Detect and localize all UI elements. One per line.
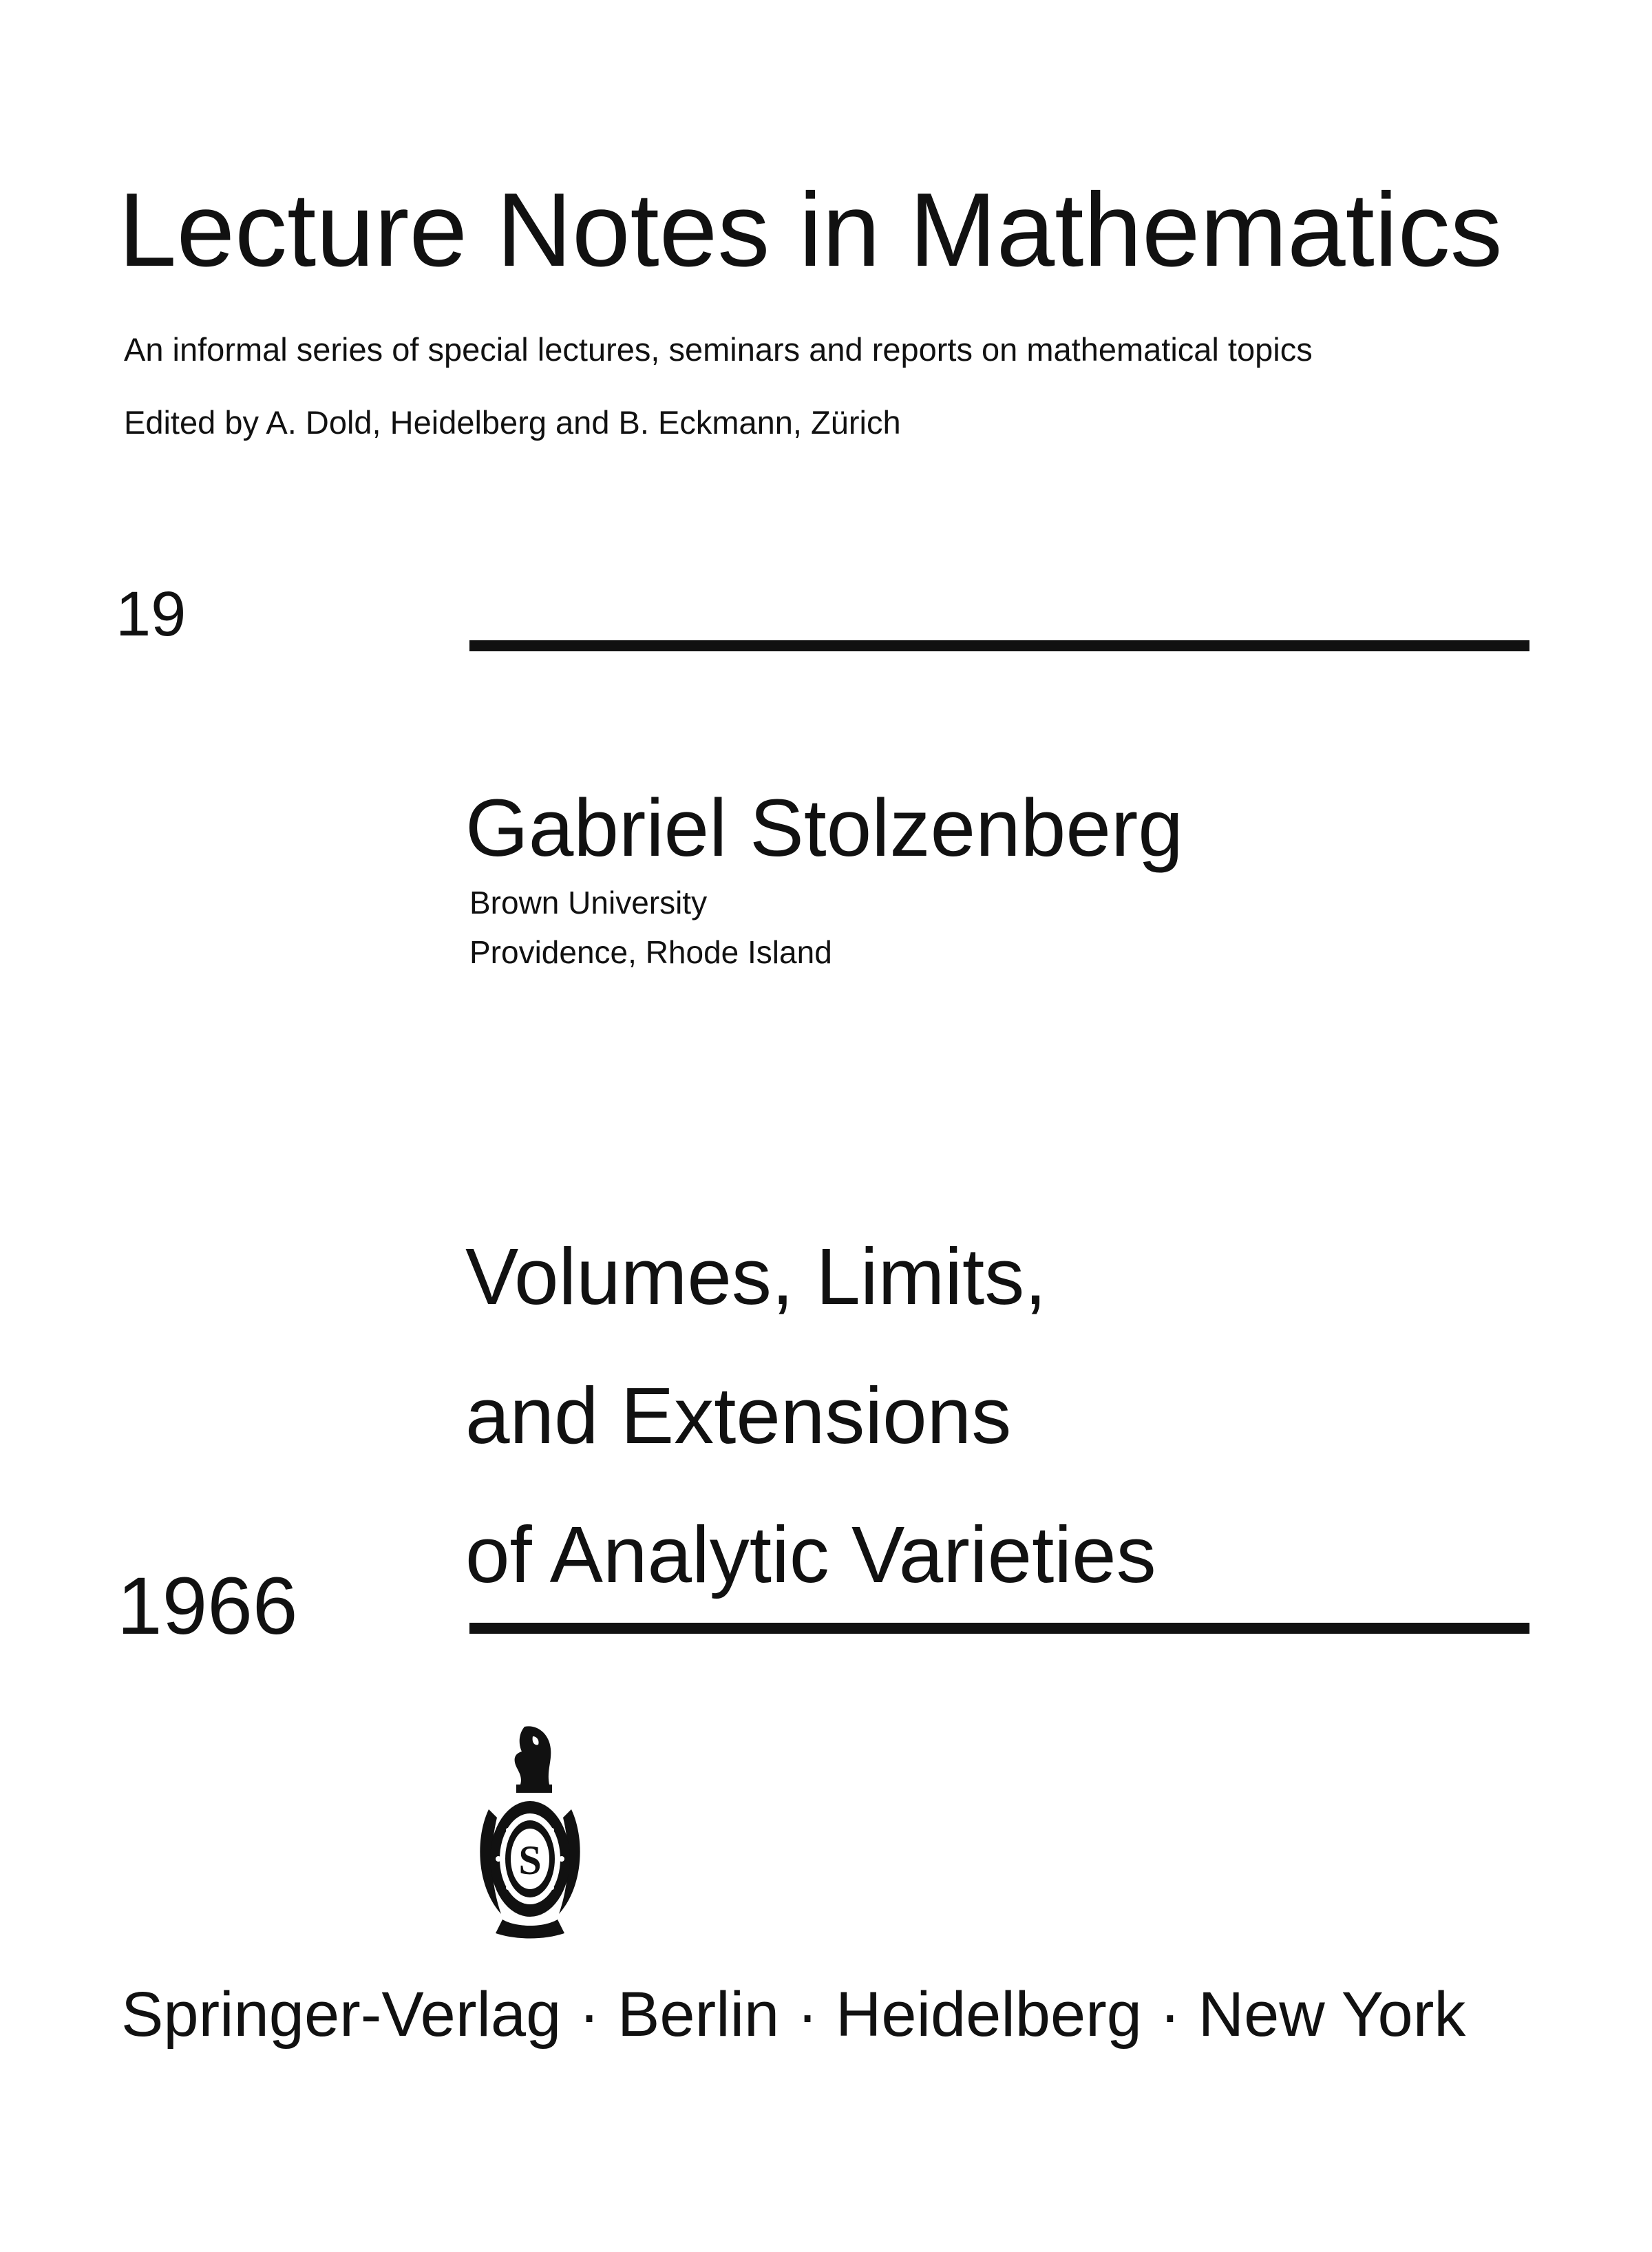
logo-letter: S (518, 1838, 542, 1883)
bottom-rule (469, 1623, 1529, 1634)
springer-knight-seal-icon (461, 1721, 599, 1941)
author-location: Providence, Rhode Island (469, 934, 832, 970)
book-title-line-1: Volumes, Limits, (465, 1232, 1047, 1321)
series-title: Lecture Notes in Mathematics (118, 171, 1503, 288)
publication-year: 1966 (117, 1561, 298, 1652)
book-title-line-3: of Analytic Varieties (465, 1510, 1156, 1599)
publisher-line: Springer-Verlag · Berlin · Heidelberg · New York (121, 1979, 1466, 2050)
author-institution: Brown University (469, 885, 708, 920)
book-title (465, 1232, 1156, 1654)
top-rule (469, 640, 1529, 651)
volume-number: 19 (116, 579, 187, 649)
author-name: Gabriel Stolzenberg (465, 783, 1183, 874)
book-title-line-2: and Extensions (465, 1371, 1012, 1460)
series-editors: Edited by A. Dold, Heidelberg and B. Eckmann, Zürich (124, 404, 901, 441)
series-description: An informal series of special lectures, seminars and reports on mathematical topics (124, 331, 1313, 368)
